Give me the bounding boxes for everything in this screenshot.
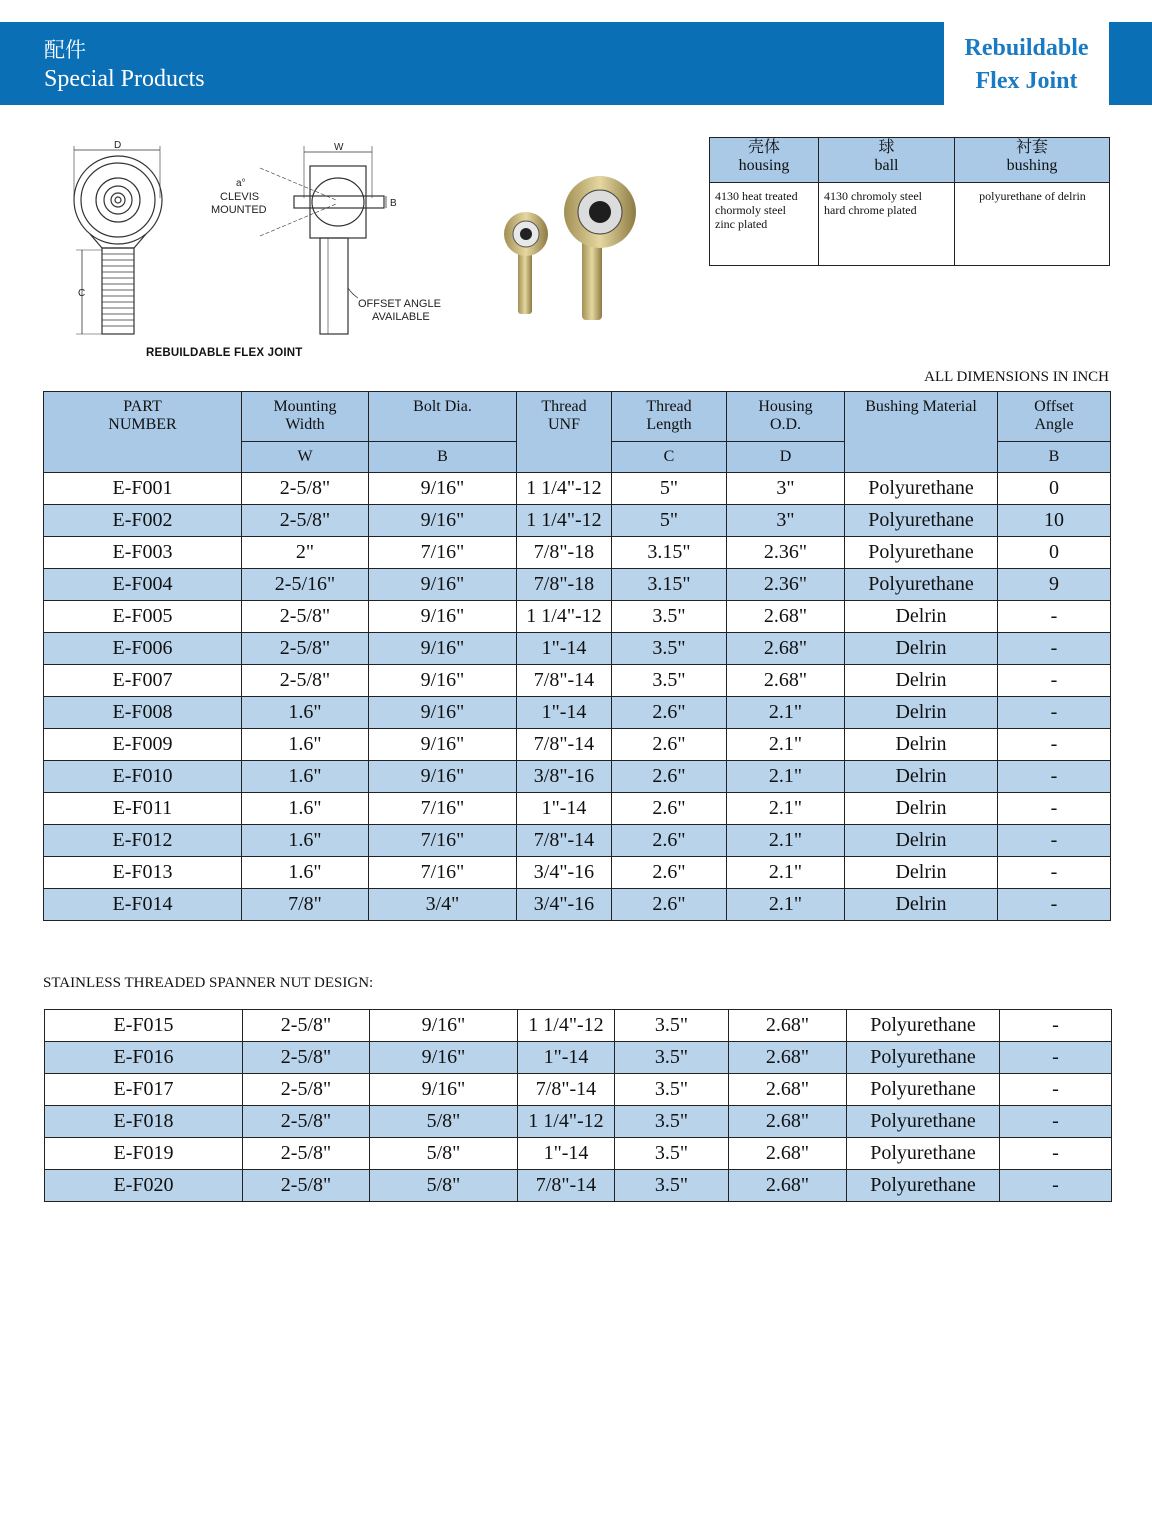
cell-thread: 7/8"-14 (518, 1170, 615, 1202)
col-housing-od-l2: O.D. (769, 416, 802, 433)
cell-bolt-dia: 7/16" (369, 857, 517, 889)
cell-mounting-width: 2-5/8" (243, 1010, 370, 1042)
offset-label-2: AVAILABLE (372, 311, 430, 323)
table-row (44, 569, 1111, 601)
drawing-label-a: a° (236, 178, 246, 189)
dimensions-note: ALL DIMENSIONS IN INCH (924, 369, 1109, 385)
cell-part-number: E-F006 (44, 633, 242, 665)
cell-thread-length: 3.5" (612, 665, 727, 697)
cell-bushing-material: Delrin (845, 601, 998, 633)
cell-thread-length: 2.6" (612, 761, 727, 793)
cell-part-number: E-F001 (44, 473, 242, 505)
materials-header-ball (819, 138, 955, 183)
cell-offset-angle: - (998, 665, 1111, 697)
col-mounting-width-l2: Width (285, 416, 325, 433)
col-bolt-dia-label: Bolt Dia. (413, 398, 472, 415)
col-housing-od (727, 392, 845, 442)
cell-mounting-width: 2-5/8" (242, 665, 369, 697)
cell-bushing-material: Delrin (845, 793, 998, 825)
spec-table (43, 391, 1111, 921)
cell-mounting-width: 2-5/8" (243, 1106, 370, 1138)
cell-part-number: E-F007 (44, 665, 242, 697)
cell-thread-length: 2.6" (612, 857, 727, 889)
clevis-label-2: MOUNTED (211, 204, 267, 216)
cell-thread-length: 3.5" (612, 601, 727, 633)
offset-label-1: OFFSET ANGLE (358, 298, 441, 310)
table-row (44, 729, 1111, 761)
cell-bolt-dia: 9/16" (369, 633, 517, 665)
cell-thread: 3/4"-16 (517, 857, 612, 889)
cell-mounting-width: 1.6" (242, 761, 369, 793)
cell-thread-length: 3.15" (612, 537, 727, 569)
cell-mounting-width: 1.6" (242, 697, 369, 729)
cell-part-number: E-F018 (45, 1106, 243, 1138)
cell-thread-length: 5" (612, 505, 727, 537)
drawing-label-d: D (114, 140, 122, 151)
spanner-nut-table (44, 1009, 1112, 1202)
cell-mounting-width: 2-5/8" (243, 1042, 370, 1074)
cell-bolt-dia: 9/16" (369, 761, 517, 793)
cell-bolt-dia: 9/16" (370, 1010, 518, 1042)
cell-offset-angle: - (998, 729, 1111, 761)
cell-thread: 1 1/4"-12 (518, 1106, 615, 1138)
cell-housing-od: 2.68" (729, 1074, 847, 1106)
cell-mounting-width: 2-5/8" (242, 633, 369, 665)
drawing-label-c: C (78, 288, 86, 299)
cell-housing-od: 3" (727, 473, 845, 505)
cell-bolt-dia: 3/4" (369, 889, 517, 921)
col-sub-w: W (242, 442, 369, 473)
col-thread-length-l1: Thread (646, 398, 692, 415)
cell-mounting-width: 2-5/8" (243, 1074, 370, 1106)
table-row (44, 697, 1111, 729)
cell-part-number: E-F017 (45, 1074, 243, 1106)
table-row (44, 601, 1111, 633)
drawing-label-b: B (390, 198, 397, 209)
cell-housing-od: 2.1" (727, 697, 845, 729)
cell-mounting-width: 2-5/8" (242, 505, 369, 537)
table-row (44, 505, 1111, 537)
cell-mounting-width: 1.6" (242, 793, 369, 825)
materials-housing-line: chormoly steel (715, 203, 786, 217)
col-offset-angle (998, 392, 1111, 442)
cell-thread: 1 1/4"-12 (517, 505, 612, 537)
cell-bushing-material: Delrin (845, 761, 998, 793)
col-bushing-material (845, 392, 998, 473)
cell-bolt-dia: 9/16" (369, 697, 517, 729)
table-row (45, 1138, 1112, 1170)
cell-bushing-material: Polyurethane (845, 505, 998, 537)
cell-offset-angle: - (998, 761, 1111, 793)
col-housing-od-l1: Housing (758, 398, 813, 415)
cell-housing-od: 2.68" (727, 601, 845, 633)
cell-part-number: E-F003 (44, 537, 242, 569)
table-row (44, 793, 1111, 825)
cell-thread-length: 5" (612, 473, 727, 505)
cell-offset-angle: - (1000, 1170, 1112, 1202)
cell-bushing-material: Polyurethane (847, 1074, 1000, 1106)
cell-part-number: E-F014 (44, 889, 242, 921)
cell-bolt-dia: 5/8" (370, 1138, 518, 1170)
drawing-caption: REBUILDABLE FLEX JOINT (146, 347, 303, 359)
cell-thread-length: 2.6" (612, 793, 727, 825)
cell-bolt-dia: 7/16" (369, 825, 517, 857)
table-row (44, 473, 1111, 505)
cell-offset-angle: - (1000, 1106, 1112, 1138)
cell-bushing-material: Delrin (845, 857, 998, 889)
col-sub-offset: B (998, 442, 1111, 473)
cell-thread: 1 1/4"-12 (518, 1010, 615, 1042)
header-title: Special Products (44, 66, 205, 92)
product-title-line1: Rebuildable (964, 35, 1089, 61)
cell-thread: 1"-14 (517, 633, 612, 665)
header-banner (0, 22, 944, 105)
cell-offset-angle: - (1000, 1042, 1112, 1074)
materials-ball-cell (819, 183, 955, 266)
cell-bushing-material: Polyurethane (847, 1170, 1000, 1202)
cell-thread: 1 1/4"-12 (517, 601, 612, 633)
col-part-number-l1: PART (123, 398, 162, 415)
cell-housing-od: 2.1" (727, 889, 845, 921)
table-row (44, 665, 1111, 697)
col-offset-angle-l2: Angle (1034, 416, 1074, 433)
cell-offset-angle: - (998, 857, 1111, 889)
cell-part-number: E-F011 (44, 793, 242, 825)
col-part-number-l2: NUMBER (108, 416, 177, 433)
cell-housing-od: 2.68" (729, 1170, 847, 1202)
cell-offset-angle: - (998, 697, 1111, 729)
col-thread-l1: Thread (541, 398, 587, 415)
materials-header-ball-cn: 球 (878, 139, 895, 156)
cell-part-number: E-F004 (44, 569, 242, 601)
cell-thread-length: 3.5" (615, 1138, 729, 1170)
col-sub-c: C (612, 442, 727, 473)
cell-thread-length: 3.15" (612, 569, 727, 601)
cell-thread-length: 3.5" (612, 633, 727, 665)
cell-offset-angle: 0 (998, 537, 1111, 569)
cell-mounting-width: 2-5/8" (242, 601, 369, 633)
col-mounting-width (242, 392, 369, 442)
cell-mounting-width: 2" (242, 537, 369, 569)
table-row (44, 633, 1111, 665)
flex-joint-drawing (60, 138, 480, 368)
cell-thread: 1"-14 (517, 793, 612, 825)
cell-mounting-width: 2-5/8" (242, 473, 369, 505)
cell-thread: 7/8"-14 (517, 665, 612, 697)
cell-mounting-width: 7/8" (242, 889, 369, 921)
product-title-line2: Flex Joint (975, 68, 1078, 94)
cell-bolt-dia: 9/16" (370, 1042, 518, 1074)
col-thread-l2: UNF (547, 416, 580, 433)
cell-part-number: E-F008 (44, 697, 242, 729)
table-row (44, 825, 1111, 857)
cell-housing-od: 2.68" (729, 1010, 847, 1042)
cell-housing-od: 2.68" (727, 665, 845, 697)
materials-ball-line: 4130 chromoly steel (824, 189, 922, 203)
table-row (45, 1042, 1112, 1074)
cell-bushing-material: Delrin (845, 665, 998, 697)
cell-bolt-dia: 9/16" (369, 601, 517, 633)
cell-bolt-dia: 9/16" (369, 665, 517, 697)
cell-mounting-width: 2-5/8" (243, 1170, 370, 1202)
cell-thread-length: 3.5" (615, 1010, 729, 1042)
materials-housing-line: zinc plated (715, 217, 768, 231)
cell-housing-od: 2.1" (727, 857, 845, 889)
cell-bushing-material: Delrin (845, 633, 998, 665)
cell-offset-angle: - (1000, 1074, 1112, 1106)
cell-bushing-material: Polyurethane (845, 537, 998, 569)
cell-thread: 7/8"-14 (517, 729, 612, 761)
cell-offset-angle: - (998, 601, 1111, 633)
cell-thread-length: 2.6" (612, 889, 727, 921)
header-accent-bar (1109, 22, 1152, 105)
cell-thread-length: 2.6" (612, 697, 727, 729)
cell-thread: 7/8"-18 (517, 569, 612, 601)
cell-thread-length: 3.5" (615, 1074, 729, 1106)
cell-offset-angle: - (998, 793, 1111, 825)
cell-offset-angle: 0 (998, 473, 1111, 505)
product-photo (500, 172, 650, 322)
cell-part-number: E-F016 (45, 1042, 243, 1074)
cell-bolt-dia: 9/16" (369, 729, 517, 761)
header-cn-title: 配件 (44, 38, 86, 62)
cell-offset-angle: - (998, 889, 1111, 921)
materials-header-ball-en: ball (874, 157, 899, 174)
cell-bushing-material: Delrin (845, 729, 998, 761)
cell-part-number: E-F015 (45, 1010, 243, 1042)
cell-part-number: E-F010 (44, 761, 242, 793)
materials-housing-cell (710, 183, 819, 266)
cell-bolt-dia: 7/16" (369, 537, 517, 569)
materials-table (709, 137, 1110, 266)
section-2-title: STAINLESS THREADED SPANNER NUT DESIGN: (43, 975, 374, 991)
cell-mounting-width: 2-5/16" (242, 569, 369, 601)
table-row (44, 537, 1111, 569)
cell-part-number: E-F005 (44, 601, 242, 633)
cell-bushing-material: Polyurethane (847, 1106, 1000, 1138)
table-row (44, 857, 1111, 889)
cell-thread: 1 1/4"-12 (517, 473, 612, 505)
col-part-number (44, 392, 242, 473)
col-thread-length-l2: Length (646, 416, 692, 433)
cell-housing-od: 2.36" (727, 537, 845, 569)
materials-header-bushing-cn: 衬套 (1015, 139, 1048, 156)
cell-bushing-material: Polyurethane (845, 473, 998, 505)
cell-bushing-material: Polyurethane (847, 1042, 1000, 1074)
cell-thread: 7/8"-18 (517, 537, 612, 569)
cell-bushing-material: Delrin (845, 889, 998, 921)
cell-thread: 3/8"-16 (517, 761, 612, 793)
cell-thread-length: 3.5" (615, 1042, 729, 1074)
cell-bolt-dia: 9/16" (369, 569, 517, 601)
cell-housing-od: 2.36" (727, 569, 845, 601)
cell-thread: 1"-14 (517, 697, 612, 729)
cell-part-number: E-F020 (45, 1170, 243, 1202)
cell-bushing-material: Polyurethane (845, 569, 998, 601)
cell-bolt-dia: 5/8" (370, 1106, 518, 1138)
cell-bushing-material: Polyurethane (847, 1138, 1000, 1170)
materials-header-bushing-en: bushing (1006, 157, 1058, 174)
col-thread (517, 392, 612, 473)
col-mounting-width-l1: Mounting (273, 398, 337, 415)
table-row (45, 1010, 1112, 1042)
col-offset-angle-l1: Offset (1034, 398, 1074, 415)
cell-thread-length: 3.5" (615, 1106, 729, 1138)
table-row (45, 1106, 1112, 1138)
product-title (944, 22, 1109, 105)
cell-part-number: E-F002 (44, 505, 242, 537)
cell-housing-od: 2.1" (727, 761, 845, 793)
cell-offset-angle: - (998, 825, 1111, 857)
cell-part-number: E-F009 (44, 729, 242, 761)
cell-bushing-material: Polyurethane (847, 1010, 1000, 1042)
cell-mounting-width: 1.6" (242, 857, 369, 889)
cell-offset-angle: 10 (998, 505, 1111, 537)
cell-bushing-material: Delrin (845, 825, 998, 857)
cell-bushing-material: Delrin (845, 697, 998, 729)
cell-mounting-width: 2-5/8" (243, 1138, 370, 1170)
cell-housing-od: 2.1" (727, 825, 845, 857)
cell-part-number: E-F019 (45, 1138, 243, 1170)
cell-mounting-width: 1.6" (242, 729, 369, 761)
cell-bolt-dia: 9/16" (369, 473, 517, 505)
table-row (45, 1170, 1112, 1202)
cell-part-number: E-F012 (44, 825, 242, 857)
cell-bolt-dia: 5/8" (370, 1170, 518, 1202)
cell-housing-od: 2.68" (727, 633, 845, 665)
cell-housing-od: 2.68" (729, 1042, 847, 1074)
cell-thread-length: 2.6" (612, 729, 727, 761)
materials-header-housing (710, 138, 819, 183)
cell-housing-od: 2.68" (729, 1106, 847, 1138)
materials-housing-line: 4130 heat treated (715, 189, 798, 203)
col-sub-d: D (727, 442, 845, 473)
col-sub-b: B (369, 442, 517, 473)
cell-offset-angle: - (1000, 1138, 1112, 1170)
cell-thread: 7/8"-14 (517, 825, 612, 857)
cell-offset-angle: - (1000, 1010, 1112, 1042)
cell-thread: 1"-14 (518, 1042, 615, 1074)
materials-header-housing-cn: 壳体 (747, 139, 780, 156)
cell-mounting-width: 1.6" (242, 825, 369, 857)
cell-bolt-dia: 9/16" (370, 1074, 518, 1106)
materials-header-housing-en: housing (738, 157, 790, 174)
cell-housing-od: 2.1" (727, 729, 845, 761)
col-thread-length (612, 392, 727, 442)
cell-thread: 1"-14 (518, 1138, 615, 1170)
table-row (45, 1074, 1112, 1106)
cell-thread-length: 2.6" (612, 825, 727, 857)
materials-header-bushing (955, 138, 1110, 183)
cell-thread: 3/4"-16 (517, 889, 612, 921)
cell-housing-od: 3" (727, 505, 845, 537)
col-bolt-dia (369, 392, 517, 442)
clevis-label-1: CLEVIS (220, 191, 260, 203)
cell-part-number: E-F013 (44, 857, 242, 889)
table-row (44, 761, 1111, 793)
materials-ball-line: hard chrome plated (824, 203, 917, 217)
cell-bolt-dia: 7/16" (369, 793, 517, 825)
table-row (44, 889, 1111, 921)
cell-thread: 7/8"-14 (518, 1074, 615, 1106)
cell-housing-od: 2.1" (727, 793, 845, 825)
cell-bolt-dia: 9/16" (369, 505, 517, 537)
col-bushing-material-label: Bushing Material (865, 398, 977, 415)
cell-housing-od: 2.68" (729, 1138, 847, 1170)
materials-bushing-cell: polyurethane of delrin (955, 183, 1110, 266)
cell-thread-length: 3.5" (615, 1170, 729, 1202)
cell-offset-angle: 9 (998, 569, 1111, 601)
drawing-label-w: W (334, 142, 344, 153)
cell-offset-angle: - (998, 633, 1111, 665)
